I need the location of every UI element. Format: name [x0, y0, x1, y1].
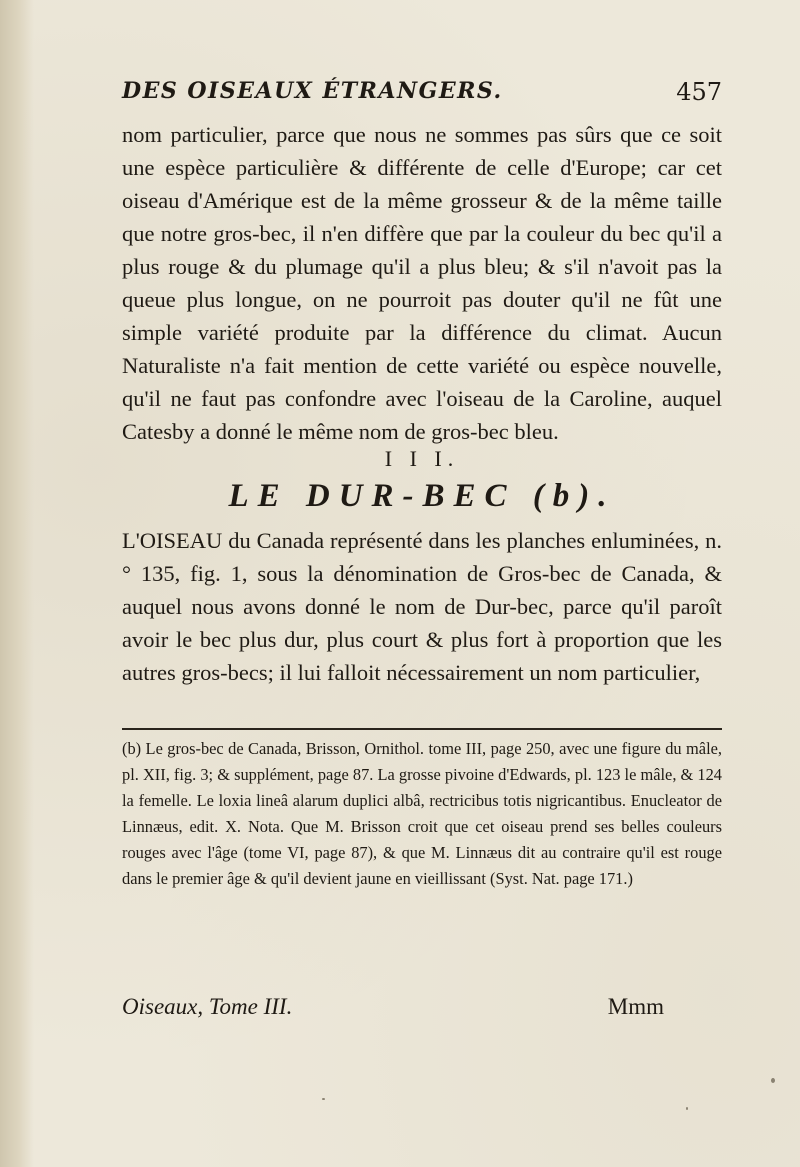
section-title: LE DUR-BEC (b). [228, 478, 616, 514]
paper-speck [322, 1098, 325, 1100]
paragraph-intro: nom particulier, parce que nous ne sommes pas sûrs que ce soit une espèce particulière & différente de celle d'Europe; car cet oiseau d'Amérique est de la même grosseur & de la même taille que notre gros-bec, il n'en diffère que par la couleur du bec qu'il a plus rouge & du plumage qu'il a plus bleu; & s'il n'avoit pas la queue plus longue, on ne pourroit pas douter qu'il ne fût une simple variété produite par la différence du climat. Aucun Naturaliste n'a fait mention de cette variété ou espèce nouvelle, qu'il ne faut pas confondre avec l'oiseau de la Caroline, auquel Catesby a donné le même nom de gros-bec bleu. [122, 122, 722, 444]
footnote: (b) Le gros-bec de Canada, Brisson, Ornithol. tome III, page 250, avec une figure du mâle, pl. XII, fig. 3; & supplément, page 87. La grosse pivoine d'Edwards, pl. 123 le mâle, & 124 la femelle. Le loxia lineâ alarum duplici albâ, rectricibus totis nigricantibus. Enucleator de Linnæus, edit. X. Nota. Que M. Brisson croit que cet oiseau prend ses belles couleurs rouges avec l'âge (tome VI, page 87), & que M. Linnæus dit au contraire qu'il est rouge dans le premier âge & qu'il devient jaune en vieillissant (Syst. Nat. page 171.) [122, 739, 722, 888]
paper-speck [686, 1107, 688, 1110]
running-head: DES OISEAUX ÉTRANGERS. [122, 78, 503, 104]
paper-speck [771, 1078, 775, 1083]
page-number: 457 [676, 78, 722, 106]
section-number: I I I. [384, 446, 460, 471]
signature-line [122, 994, 722, 1026]
page-header [122, 78, 722, 112]
footnote-rule [122, 728, 722, 730]
volume-signature: Oiseaux, Tome III. [122, 994, 293, 1019]
page-gutter-shadow [0, 0, 34, 1167]
paragraph-dur-bec: L'OISEAU du Canada représenté dans les planches enluminées, n.° 135, fig. 1, sous la dénomination de Gros-bec de Canada, & auquel nous avons donné le nom de Dur-bec, parce qu'il paroît avoir le bec plus dur, plus court & plus fort à proportion que les autres gros-becs; il lui falloit nécessairement un nom particulier, [122, 528, 722, 685]
gathering-mark: Mmm [607, 994, 664, 1019]
